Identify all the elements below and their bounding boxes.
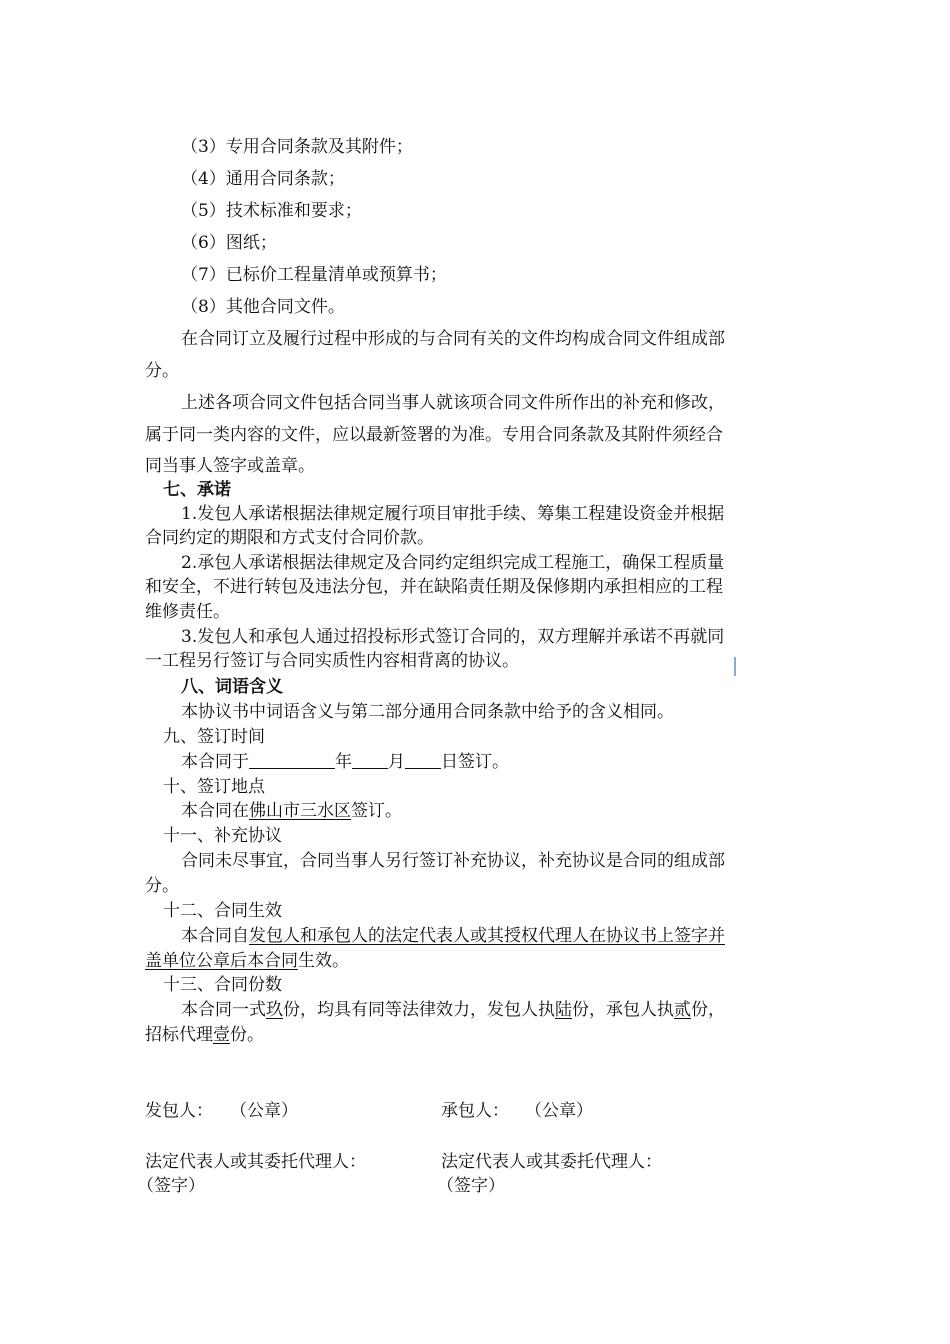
day-label: 日签订。 [441,752,509,772]
section-9-heading: 九、签订时间 [163,727,265,747]
list-item-7: （7）已标价工程量清单或预算书； [181,265,447,285]
contractor-signature: （签字） [437,1176,505,1196]
employer-label: 发包人： [145,1101,213,1121]
copies-total: 玖 [266,1000,283,1020]
year-label: 年 [335,752,352,772]
s7-p1-line-2: 合同约定的期限和方式支付合同价款。 [145,528,434,548]
s11-line-1: 合同未尽事宜，合同当事人另行签订补充协议，补充协议是合同的组成部 [181,851,725,871]
s13-text-4: 份， [691,1000,725,1020]
section-7-heading: 七、承诺 [163,480,231,500]
signing-place-line [181,800,402,822]
s7-p2-line-2: 和安全，不进行转包及违法分包，并在缺陷责任期及保修期内承担相应的工程 [145,577,723,597]
copies-employer: 陆 [555,1000,572,1020]
contractor-seal: （公章） [525,1101,593,1121]
contractor-label: 承包人： [441,1101,509,1121]
s11-line-2: 分。 [145,876,179,896]
employer-seal: （公章） [230,1101,298,1121]
copies-contractor: 贰 [674,1000,691,1020]
list-item-8: （8）其他合同文件。 [181,297,345,317]
year-blank[interactable] [249,752,335,769]
list-item-3: （3）专用合同条款及其附件； [181,137,413,157]
formation-line-2: 分。 [145,361,179,381]
supplement-line-1: 上述各项合同文件包括合同当事人就该项合同文件所作出的补充和修改， [181,393,725,413]
signing-place-prefix: 本合同在 [181,801,249,821]
s7-p1-line-1: 1.发包人承诺根据法律规定履行项目审批手续、筹集工程建设资金并根据 [181,504,725,524]
signing-place-value: 佛山市三水区 [249,801,351,821]
s12-line-2 [145,950,349,972]
contractor-rep-label: 法定代表人或其委托代理人： [441,1152,662,1172]
s7-p2-line-1: 2.承包人承诺根据法律规定及合同约定组织完成工程施工，确保工程质量 [181,553,725,573]
signing-date-prefix: 本合同于 [181,752,249,772]
section-11-heading: 十一、补充协议 [163,826,282,846]
supplement-line-3: 同当事人签字或盖章。 [145,456,315,476]
signing-place-suffix: 签订。 [351,801,402,821]
employer-signature: （签字） [137,1176,205,1196]
s7-p2-line-3: 维修责任。 [145,602,230,622]
s12-condition-1: 发包人和承包人的法定代表人或其授权代理人在协议书上签字并 [249,926,725,946]
s13-text-1: 本合同一式 [181,1000,266,1020]
s7-p3-line-2: 一工程另行签订与合同实质性内容相背离的协议。 [145,651,519,671]
signing-date-line [181,751,509,773]
month-blank[interactable] [352,752,388,769]
supplement-line-2: 属于同一类内容的文件，应以最新签署的为准。专用合同条款及其附件须经合 [145,425,723,445]
s13-text-5: 招标代理 [145,1025,213,1045]
section-12-heading: 十二、合同生效 [163,901,282,921]
section-10-heading: 十、签订地点 [163,777,265,797]
text-cursor [734,657,736,676]
day-blank[interactable] [405,752,441,769]
s12-line-1 [181,925,725,947]
formation-line-1: 在合同订立及履行过程中形成的与合同有关的文件均构成合同文件组成部 [181,329,725,349]
copies-agent: 壹 [213,1025,230,1045]
list-item-6: （6）图纸； [181,233,277,253]
s12-suffix: 生效。 [298,951,349,971]
s13-line-1 [181,999,725,1021]
s13-text-2: 份，均具有同等法律效力，发包人执 [283,1000,555,1020]
s13-text-3: 份，承包人执 [572,1000,674,1020]
list-item-5: （5）技术标准和要求； [181,201,362,221]
s13-text-6: 份。 [230,1025,264,1045]
month-label: 月 [388,752,405,772]
section-8-text: 本协议书中词语含义与第二部分通用合同条款中给予的含义相同。 [181,702,674,722]
s13-line-2 [145,1024,264,1046]
employer-rep-label: 法定代表人或其委托代理人： [145,1152,366,1172]
list-item-4: （4）通用合同条款； [181,169,345,189]
s12-prefix: 本合同自 [181,926,249,946]
section-8-heading: 八、词语含义 [181,677,283,697]
s12-condition-2: 盖单位公章后本合同 [145,951,298,971]
section-13-heading: 十三、合同份数 [163,975,282,995]
s7-p3-line-1: 3.发包人和承包人通过招投标形式签订合同的，双方理解并承诺不再就同 [181,627,725,647]
